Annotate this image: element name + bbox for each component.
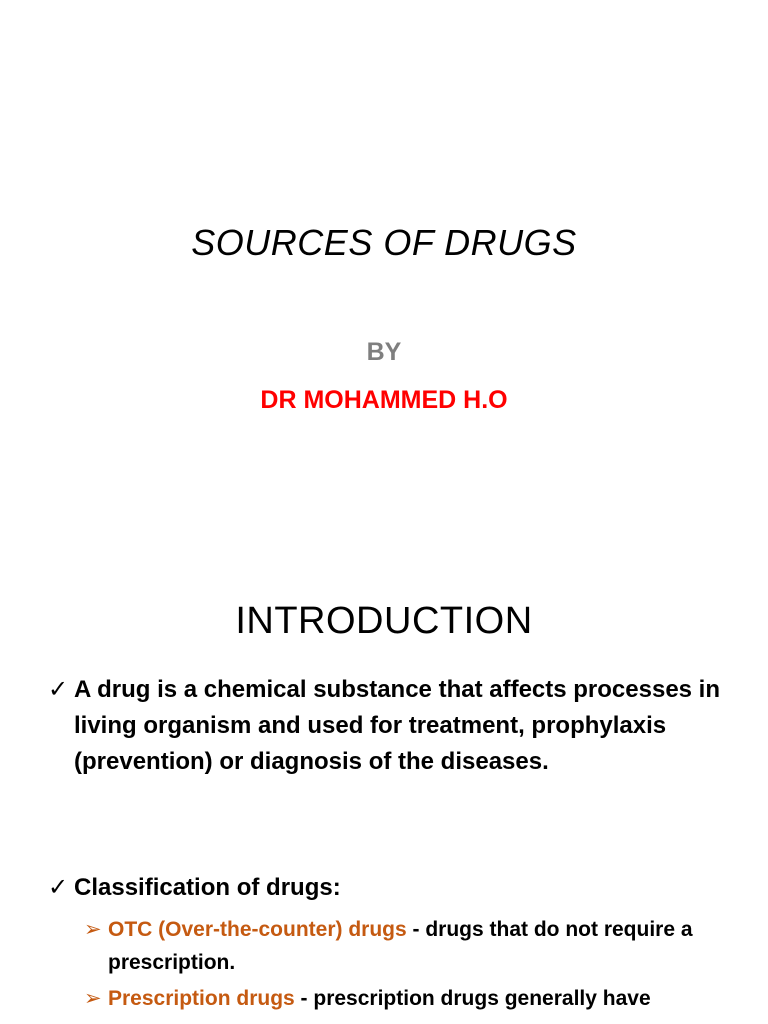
bullet-text: Classification of drugs: (74, 874, 341, 901)
bullet-drug-definition (48, 672, 728, 780)
checkmark-icon: ✓ (48, 874, 69, 901)
bullet-classification (48, 870, 728, 906)
term-description: - drugs that do not require a prescription. (108, 918, 693, 974)
arrow-bullet-icon: ➢ (84, 918, 102, 941)
term-description: - prescription drugs generally have (294, 987, 651, 1010)
arrow-bullet-icon: ➢ (84, 987, 102, 1010)
bullet-text: A drug is a chemical substance that affects processes in living organism and used for treatment, prophylaxis (prevention) or diagnosis of the diseases. (74, 676, 721, 775)
subbullet-otc-drugs (84, 913, 744, 979)
by-label: BY (366, 338, 402, 366)
introduction-slide (0, 576, 768, 1024)
slide-heading: INTRODUCTION (235, 600, 533, 642)
author-name: DR MOHAMMED H.O (260, 386, 508, 414)
term-label: Prescription drugs (108, 987, 295, 1010)
subbullet-text (108, 913, 744, 979)
checkmark-icon: ✓ (48, 676, 69, 703)
presentation-title: SOURCES OF DRUGS (191, 222, 577, 263)
subbullet-prescription-drugs (84, 982, 744, 1015)
term-label: OTC (Over-the-counter) drugs (108, 918, 407, 941)
subbullet-text (108, 982, 744, 1015)
